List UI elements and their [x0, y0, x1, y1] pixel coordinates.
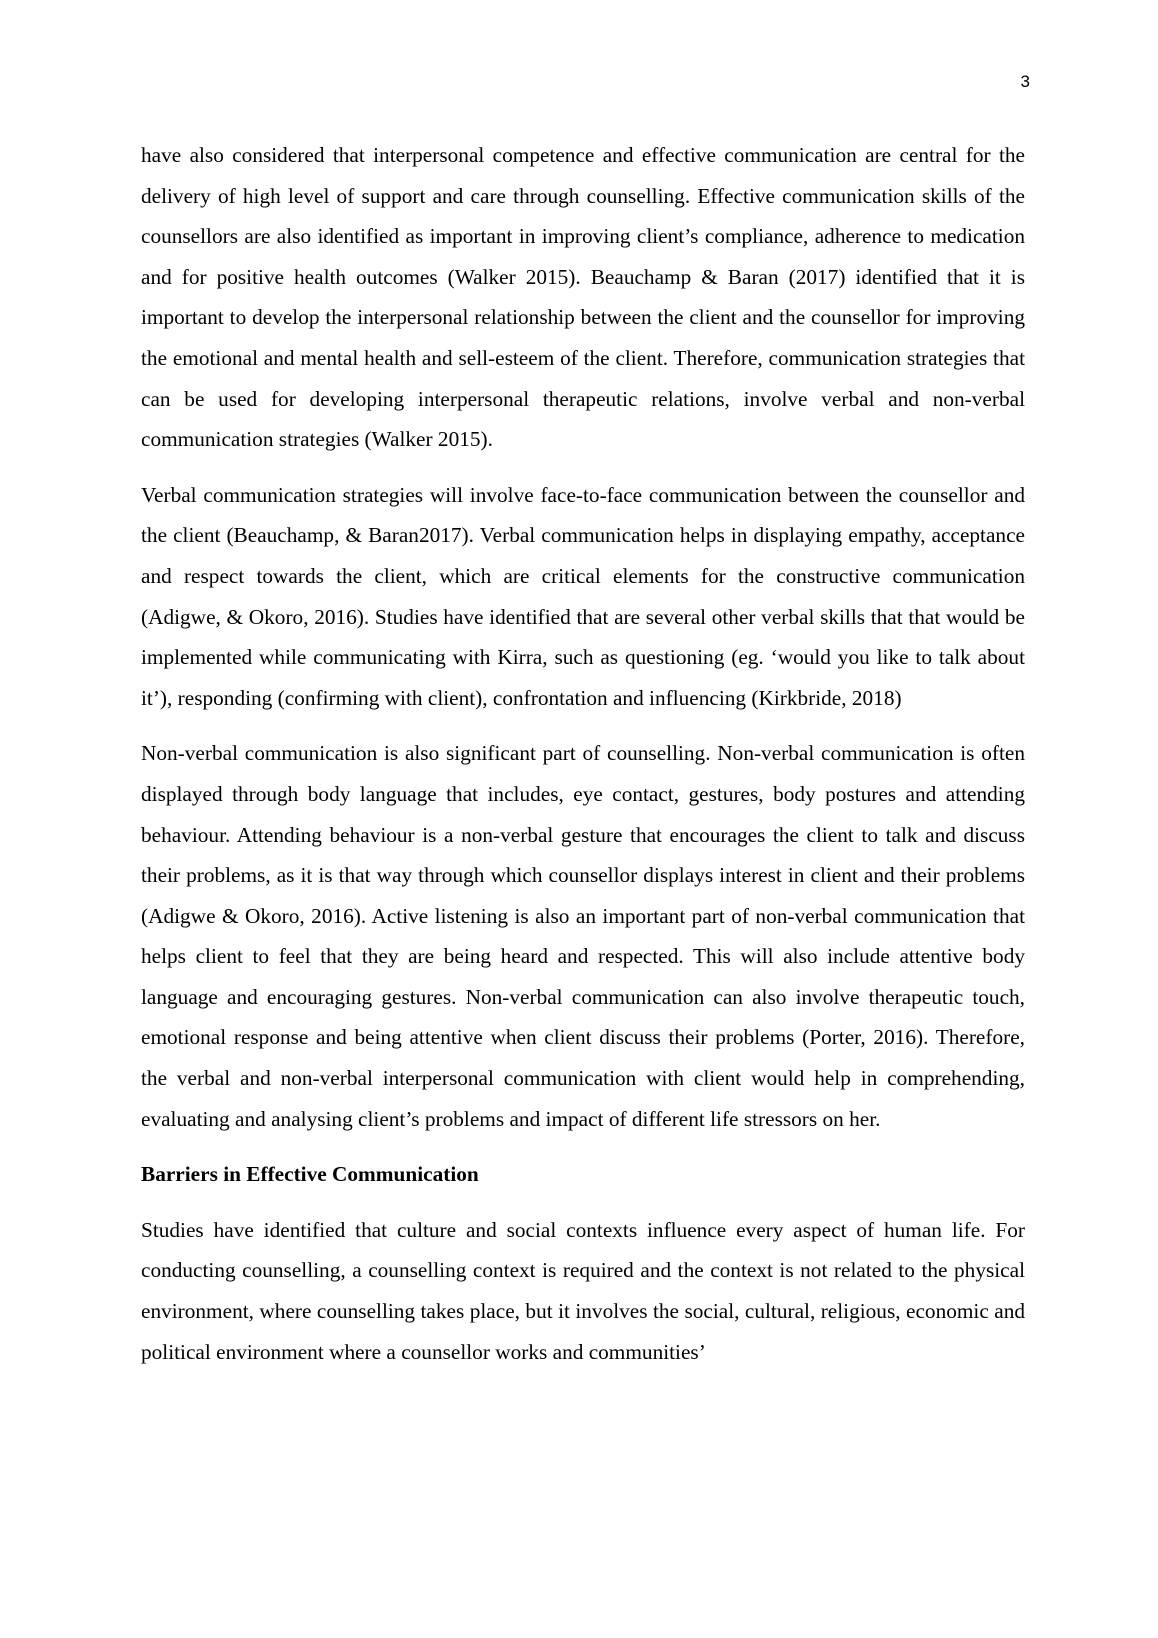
- page-number: 3: [1020, 72, 1030, 91]
- paragraph-interpersonal-competence: have also considered that interpersonal competence and effective communication are central for the delivery of high level of support and care through counselling. Effective communication skills of the counsellors are also identified as important in improving client’s compliance, adherence to medication and for positive health outcomes (Walker 2015). Beauchamp & Baran (2017) identified that it is important to develop the interpersonal relationship between the client and the counsellor for improving the emotional and mental health and sell-esteem of the client. Therefore, communication strategies that can be used for developing interpersonal therapeutic relations, involve verbal and non-verbal communication strategies (Walker 2015).: [141, 143, 1025, 452]
- section-heading-barriers: Barriers in Effective Communication: [141, 1162, 479, 1187]
- document-body: [141, 135, 1025, 1387]
- paragraph-culture-social-contexts: Studies have identified that culture and social contexts influence every aspect of human life. For conducting counselling, a counselling context is required and the context is not related to the physical environment, where counselling takes place, but it involves the social, cultural, religious, economic and political environment where a counsellor works and communities’: [141, 1217, 1025, 1364]
- paragraph-verbal-communication: Verbal communication strategies will involve face-to-face communication between the counsellor and the client (Beauchamp, & Baran2017). Verbal communication helps in displaying empathy, acceptance and respect towards the client, which are critical elements for the constructive communication (Adigwe, & Okoro, 2016). Studies have identified that are several other verbal skills that that would be implemented while communicating with Kirra, such as questioning (eg. ‘would you like to talk about it’), responding (confirming with client), confrontation and influencing (Kirkbride, 2018): [141, 482, 1025, 710]
- paragraph-non-verbal-communication: Non-verbal communication is also significant part of counselling. Non-verbal communication is often displayed through body language that includes, eye contact, gestures, body postures and attending behaviour. Attending behaviour is a non-verbal gesture that encourages the client to talk and discuss their problems, as it is that way through which counsellor displays interest in client and their problems (Adigwe & Okoro, 2016). Active listening is also an important part of non-verbal communication that helps client to feel that they are being heard and respected. This will also include attentive body language and encouraging gestures. Non-verbal communication can also involve therapeutic touch, emotional response and being attentive when client discuss their problems (Porter, 2016). Therefore, the verbal and non-verbal interpersonal communication with client would help in comprehending, evaluating and analysing client’s problems and impact of different life stressors on her.: [141, 741, 1025, 1131]
